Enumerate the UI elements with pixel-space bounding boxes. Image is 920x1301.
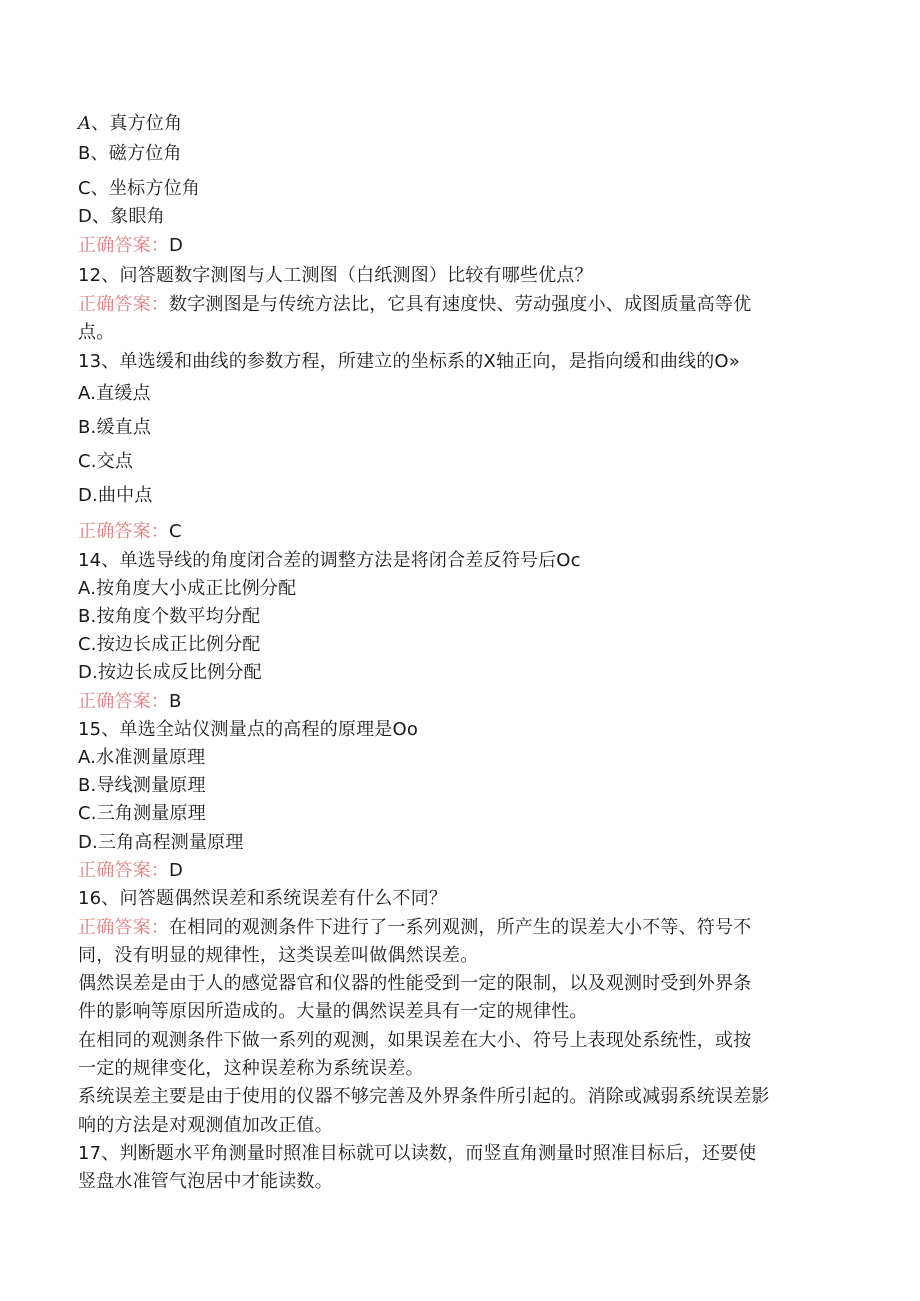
option-d: D.按边长成反比例分配	[78, 662, 262, 683]
answer-paragraph-line: 件的影响等原因所造成的。大量的偶然误差具有一定的规律性。	[78, 1001, 588, 1022]
answer-label: 正确答案：	[78, 235, 169, 256]
answer-text: 数字测图是与传统方法比，它具有速度快、劳动强度小、成图质量高等优	[169, 294, 752, 315]
question-12: 12、问答题数字测图与人工测图（白纸测图）比较有哪些优点？	[78, 265, 593, 286]
answer-value: B	[169, 691, 182, 712]
option-b: B、磁方位角	[78, 143, 182, 164]
answer-value: D	[169, 860, 184, 881]
question-16: 16、问答题偶然误差和系统误差有什么不同？	[78, 888, 448, 909]
option-a: A.按角度大小成正比例分配	[78, 578, 297, 599]
question-17: 17、判断题水平角测量时照准目标就可以读数，而竖直角测量时照准目标后，还要使	[78, 1143, 757, 1164]
answer-paragraph-line: 偶然误差是由于人的感觉器官和仪器的性能受到一定的限制，以及观测时受到外界条	[78, 973, 752, 994]
option-d: D、象眼角	[78, 206, 165, 227]
answer-paragraph-line: 在相同的观测条件下做一系列的观测，如果误差在大小、符号上表现处系统性，或按	[78, 1030, 752, 1051]
question-15: 15、单选全站仪测量点的高程的原理是Oo	[78, 719, 419, 740]
answer-label: 正确答案：	[78, 294, 169, 315]
option-b: B.缓直点	[78, 417, 152, 438]
answer-label: 正确答案：	[78, 521, 169, 542]
option-a	[78, 110, 838, 138]
answer-paragraph-line: 同，没有明显的规律性，这类误差叫做偶然误差。	[78, 945, 479, 966]
answer-paragraph-line: 系统误差主要是由于使用的仪器不够完善及外界条件所引起的。消除或减弱系统误差影	[78, 1086, 770, 1107]
answer-line-q16	[78, 914, 838, 942]
question-14: 14、单选导线的角度闭合差的调整方法是将闭合差反符号后Oc	[78, 550, 581, 571]
answer-text: 在相同的观测条件下进行了一系列观测，所产生的误差大小不等、符号不	[169, 917, 752, 938]
answer-label: 正确答案：	[78, 691, 169, 712]
option-a-text: 、真方位角	[91, 113, 183, 134]
option-d: D.曲中点	[78, 485, 153, 506]
question-13: 13、单选缓和曲线的参数方程，所建立的坐标系的X轴正向，是指向缓和曲线的O»	[78, 351, 741, 372]
answer-line-q14	[78, 688, 838, 716]
option-a-letter: A	[78, 113, 92, 134]
option-c: C.交点	[78, 451, 134, 472]
answer-line-q11	[78, 232, 838, 260]
answer-paragraph-line: 响的方法是对观测值加改正值。	[78, 1115, 333, 1136]
option-b: B.按角度个数平均分配	[78, 606, 261, 627]
option-a: A.水准测量原理	[78, 747, 206, 768]
answer-line-q12	[78, 291, 838, 319]
answer-text-continued: 点。	[78, 322, 115, 343]
option-a: A.直缓点	[78, 383, 151, 404]
option-c: C、坐标方位角	[78, 178, 200, 199]
answer-line-q15	[78, 857, 838, 885]
answer-line-q13	[78, 518, 838, 546]
question-17-continued: 竖盘水准管气泡居中才能读数。	[78, 1171, 333, 1192]
option-c: C.按边长成正比例分配	[78, 634, 261, 655]
option-d: D.三角高程测量原理	[78, 832, 244, 853]
answer-value: C	[169, 521, 182, 542]
answer-value: D	[169, 235, 184, 256]
answer-paragraph-line: 一定的规律变化，这种误差称为系统误差。	[78, 1058, 424, 1079]
option-b: B.导线测量原理	[78, 775, 206, 796]
answer-label: 正确答案：	[78, 860, 169, 881]
answer-label: 正确答案：	[78, 917, 169, 938]
option-c: C.三角测量原理	[78, 803, 206, 824]
